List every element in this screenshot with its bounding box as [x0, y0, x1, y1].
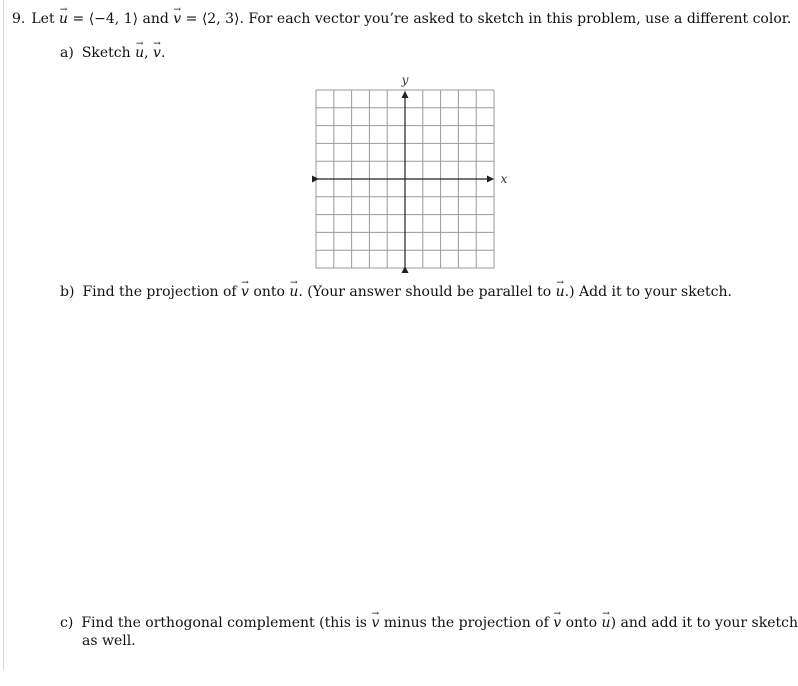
- part-c-text-1: Find the orthogonal complement (this is: [81, 615, 372, 631]
- part-b-text-2: onto: [248, 284, 290, 300]
- part-c-text-5: as well.: [82, 633, 136, 649]
- part-c: [60, 614, 798, 650]
- part-b-u-symbol-2: → u: [556, 283, 565, 301]
- part-c-v-symbol: → v: [371, 614, 379, 632]
- x-axis-label: x: [500, 172, 508, 186]
- y-axis-label: y: [401, 73, 409, 87]
- part-b-u-symbol: → u: [289, 283, 298, 301]
- part-b: [60, 283, 732, 301]
- part-b-text-4: .) Add it to your sketch.: [564, 284, 732, 300]
- part-c-text-3: onto: [561, 615, 602, 631]
- part-b-v-symbol: → v: [241, 283, 249, 301]
- part-a-text-prefix: Sketch: [81, 45, 136, 61]
- part-a-label: a): [60, 45, 74, 61]
- problem-statement: [12, 10, 791, 28]
- part-c-v-symbol-2: → v: [553, 614, 561, 632]
- page-border: [3, 0, 4, 670]
- coordinate-grid-svg: [314, 72, 514, 272]
- u-definition: = ⟨−4, 1⟩: [68, 11, 139, 27]
- v-definition: = ⟨2, 3⟩: [181, 11, 240, 27]
- part-b-text-3: . (Your answer should be parallel to: [298, 284, 556, 300]
- part-c-text-2: minus the projection of: [379, 615, 554, 631]
- vector-u-symbol: → u: [59, 10, 68, 28]
- part-c-label: c): [60, 615, 74, 631]
- vector-v-symbol: → v: [173, 10, 181, 28]
- part-b-text-1: Find the projection of: [82, 284, 242, 300]
- part-b-label: b): [60, 284, 75, 300]
- coordinate-grid: [314, 72, 514, 272]
- part-a-text-suffix: .: [160, 45, 166, 61]
- part-c-u-symbol: → u: [602, 614, 611, 632]
- part-a-sep: ,: [144, 45, 154, 61]
- intro-and: and: [138, 11, 174, 27]
- problem-number: 9.: [12, 11, 26, 27]
- part-a: [60, 44, 165, 62]
- intro-let: Let: [31, 11, 55, 27]
- part-a-u-symbol: → u: [135, 44, 144, 62]
- part-c-text-4: ) and add it to your sketch: [610, 615, 798, 631]
- part-a-v-symbol: → v: [153, 44, 161, 62]
- intro-instructions: . For each vector you’re asked to sketch in this problem, use a different color.: [239, 11, 792, 27]
